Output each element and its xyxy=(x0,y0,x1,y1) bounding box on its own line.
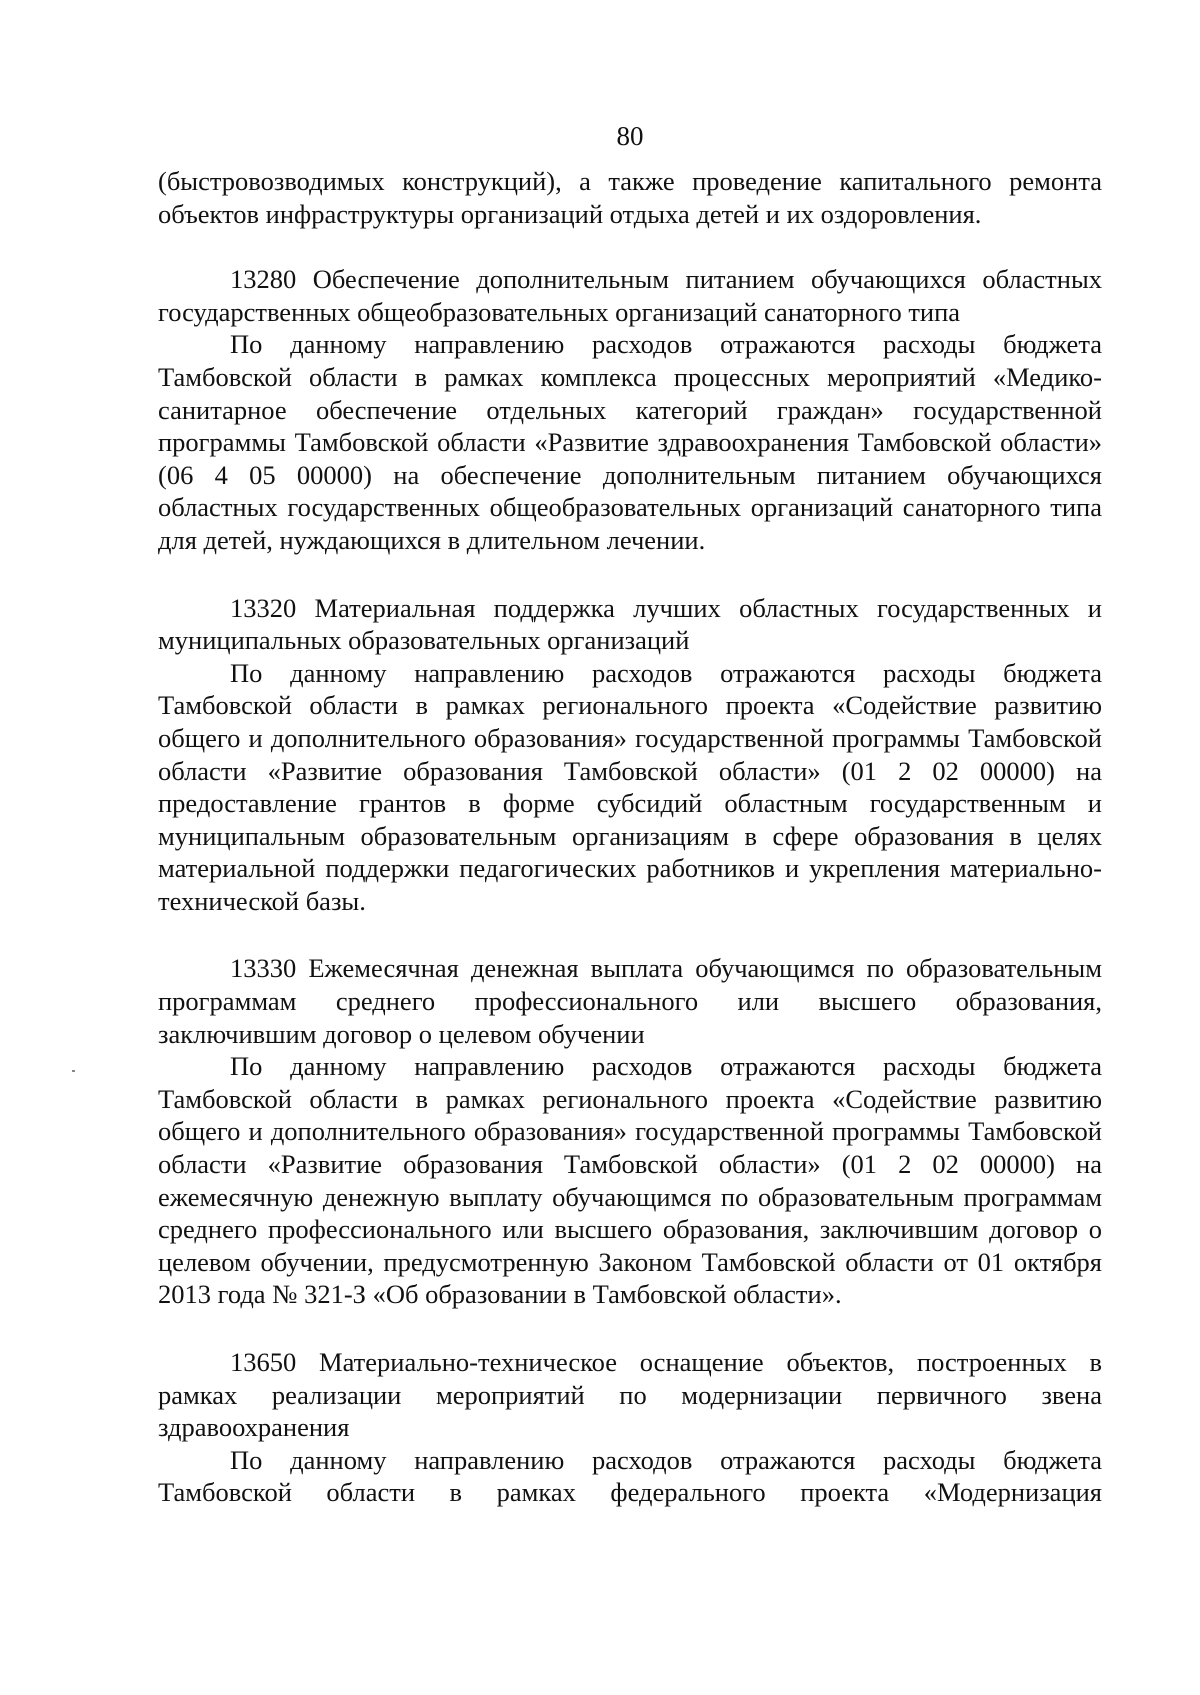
section-13280-body: По данному направлению расходов отражаются расходы бюджета Тамбовской области в рамках комплекса процессных мероприятий «Медико-санитарное обеспечение отдельных категорий граждан» государственной программы Тамбовской области «Развитие здравоохранения Тамбовской области» (06 4 05 00000) на обеспечение дополнительным питанием обучающихся областных государственных общеобразовательных организаций санаторного типа для детей, нуждающихся в длительном лечении. xyxy=(158,329,1102,555)
section-13650-heading: 13650 Материально-техническое оснащение объектов, построенных в рамках реализации мероприятий по модернизации первичного звена здравоохранения xyxy=(158,1347,1102,1443)
page-number: 80 xyxy=(616,121,644,151)
paragraph-intro: (быстровозводимых конструкций), а также проведение капитального ремонта объектов инфраструктуры организаций отдыха детей и их оздоровления. xyxy=(158,166,1102,229)
section-13330-body: По данному направлению расходов отражаются расходы бюджета Тамбовской области в рамках регионального проекта «Содействие развитию общего и дополнительного образования» государственной программы Тамбовской области «Развитие образования Тамбовской области» (01 2 02 00000) на ежемесячную денежную выплату обучающимся по образовательным программам среднего профессионального или высшего образования, заключившим договор о целевом обучении, предусмотренную Законом Тамбовской области от 01 октября 2013 года № 321-З «Об образовании в Тамбовской области». xyxy=(158,1051,1102,1310)
section-13320-heading: 13320 Материальная поддержка лучших областных государственных и муниципальных образовательных организаций xyxy=(158,592,1102,656)
section-13280-heading: 13280 Обеспечение дополнительным питанием обучающихся областных государственных общеобразовательных организаций санаторного типа xyxy=(158,264,1102,327)
document-body xyxy=(158,165,1102,1509)
section-13330-heading: 13330 Ежемесячная денежная выплата обучающимся по образовательным программам среднего профессионального или высшего образования, заключившим договор о целевом обучении xyxy=(158,953,1102,1049)
section-13320-body: По данному направлению расходов отражаются расходы бюджета Тамбовской области в рамках регионального проекта «Содействие развитию общего и дополнительного образования» государственной программы Тамбовской области «Развитие образования Тамбовской области» (01 2 02 00000) на предоставление грантов в форме субсидий областным государственным и муниципальным образовательным организациям в сфере образования в целях материальной поддержки педагогических работников и укрепления материально-технической базы. xyxy=(158,657,1102,916)
section-13650-body: По данному направлению расходов отражаются расходы бюджета Тамбовской области в рамках федерального проекта «Модернизация xyxy=(158,1444,1102,1508)
scan-artifact-mark xyxy=(72,1070,75,1072)
